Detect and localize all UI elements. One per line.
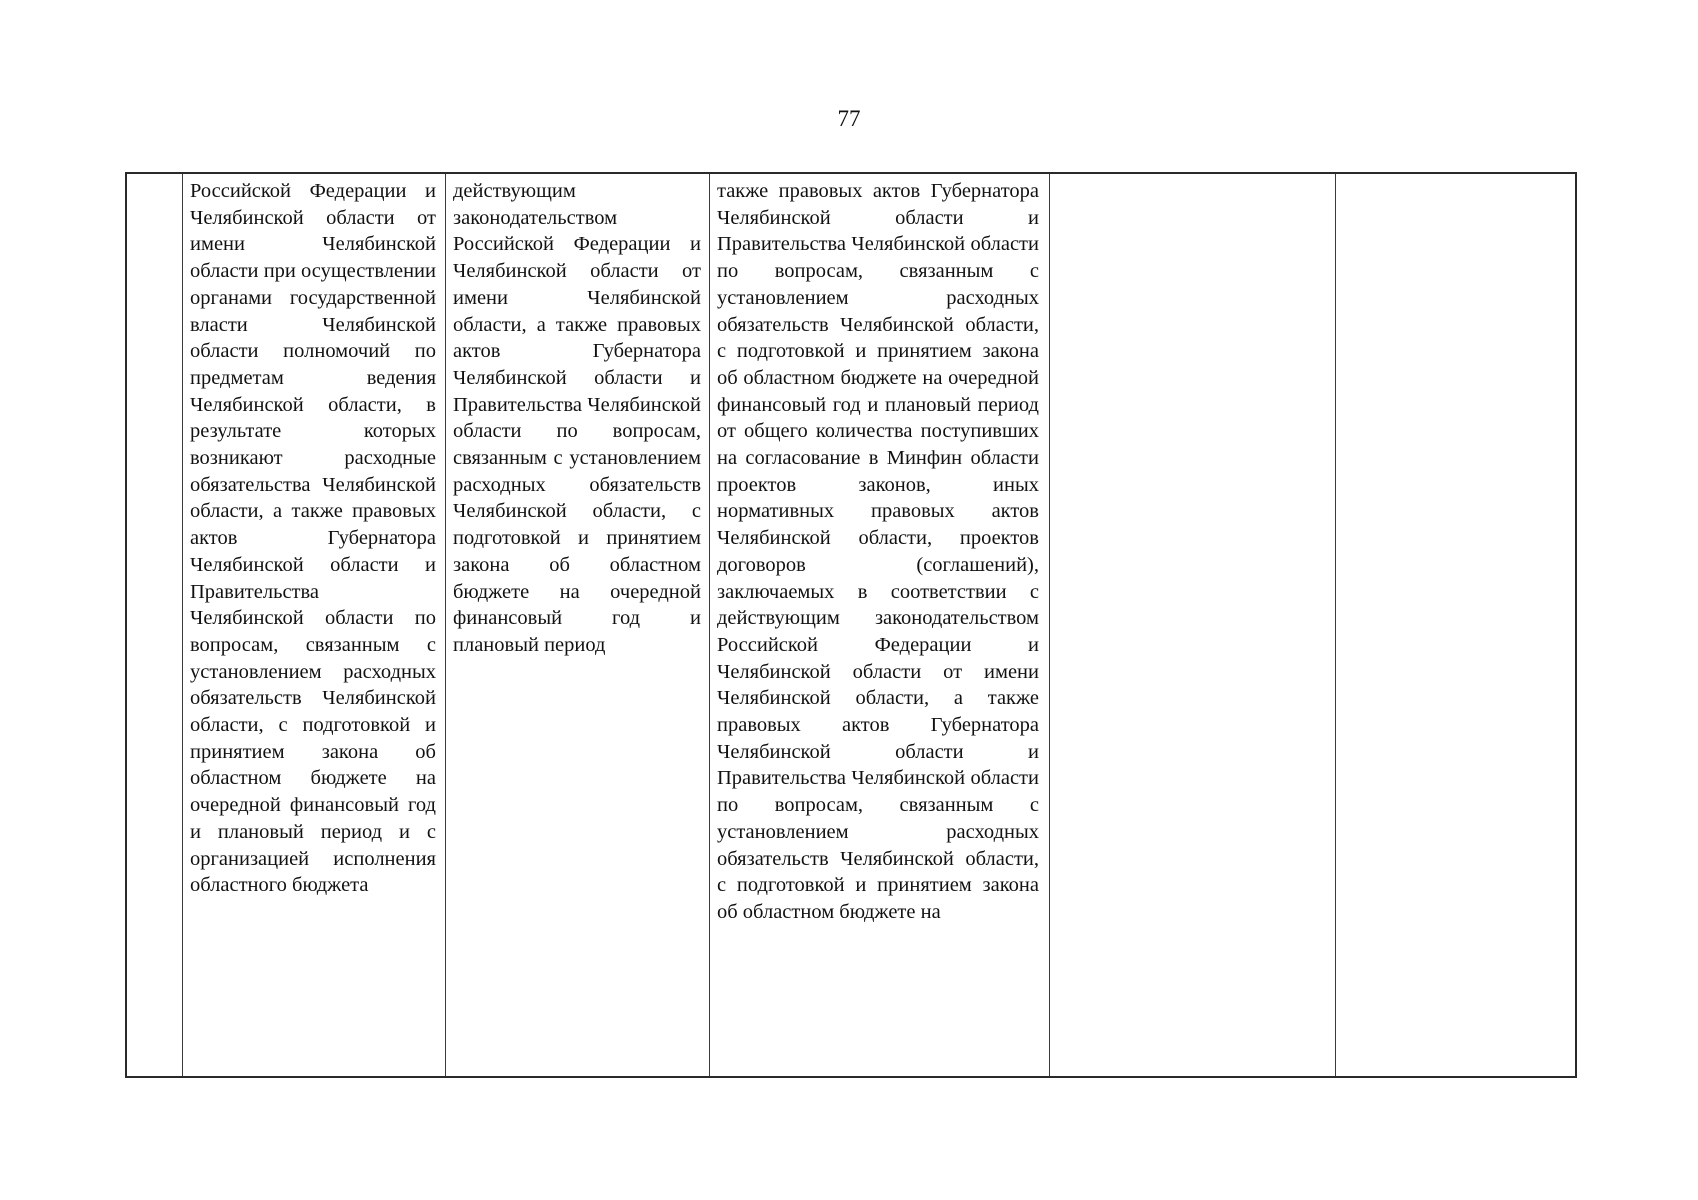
table-cell-col4 <box>717 178 1039 926</box>
column-divider <box>445 174 446 1076</box>
table-cell-col2 <box>190 178 436 899</box>
column-divider <box>709 174 710 1076</box>
cell-text: действующим законодательством Российской Федерации и Челябинской области от имени Челябинской области, а также правовых актов Губернатора Челябинской области и Правительства Челябинской области по вопросам, связанным с установлением расходных обязательств Челябинской области, с подготовкой и принятием закона об областном бюджете на очередной финансовый год и плановый период <box>453 180 701 656</box>
table-cell-col3 <box>453 178 701 659</box>
column-divider <box>1335 174 1336 1076</box>
cell-text: также правовых актов Губернатора Челябинской области и Правительства Челябинской области по вопросам, связанным с установлением расходных обязательств Челябинской области, с подготовкой и принятием закона об областном бюджете на очередной финансовый год и плановый период от общего количества поступивших на согласование в Минфин области проектов законов, иных нормативных правовых актов Челябинской области, проектов договоров (соглашений), заключаемых в соответствии с действующим законодательством Российской Федерации и Челябинской области от имени Челябинской области, а также правовых актов Губернатора Челябинской области и Правительства Челябинской области по вопросам, связанным с установлением расходных обязательств Челябинской области, с подготовкой и принятием закона об областном бюджете на <box>717 180 1039 923</box>
page-number: 77 <box>837 106 861 131</box>
table-frame <box>125 172 1577 1078</box>
column-divider <box>1049 174 1050 1076</box>
cell-text: Российской Федерации и Челябинской области от имени Челябинской области при осуществлении органами государственной власти Челябинской области полномочий по предметам ведения Челябинской области, в результате которых возникают расходные обязательства Челябинской области, а также правовых актов Губернатора Челябинской области и Правительства Челябинской области по вопросам, связанным с установлением расходных обязательств Челябинской области, с подготовкой и принятием закона об областном бюджете на очередной финансовый год и плановый период и с организацией исполнения областного бюджета <box>190 180 436 897</box>
column-divider <box>182 174 183 1076</box>
